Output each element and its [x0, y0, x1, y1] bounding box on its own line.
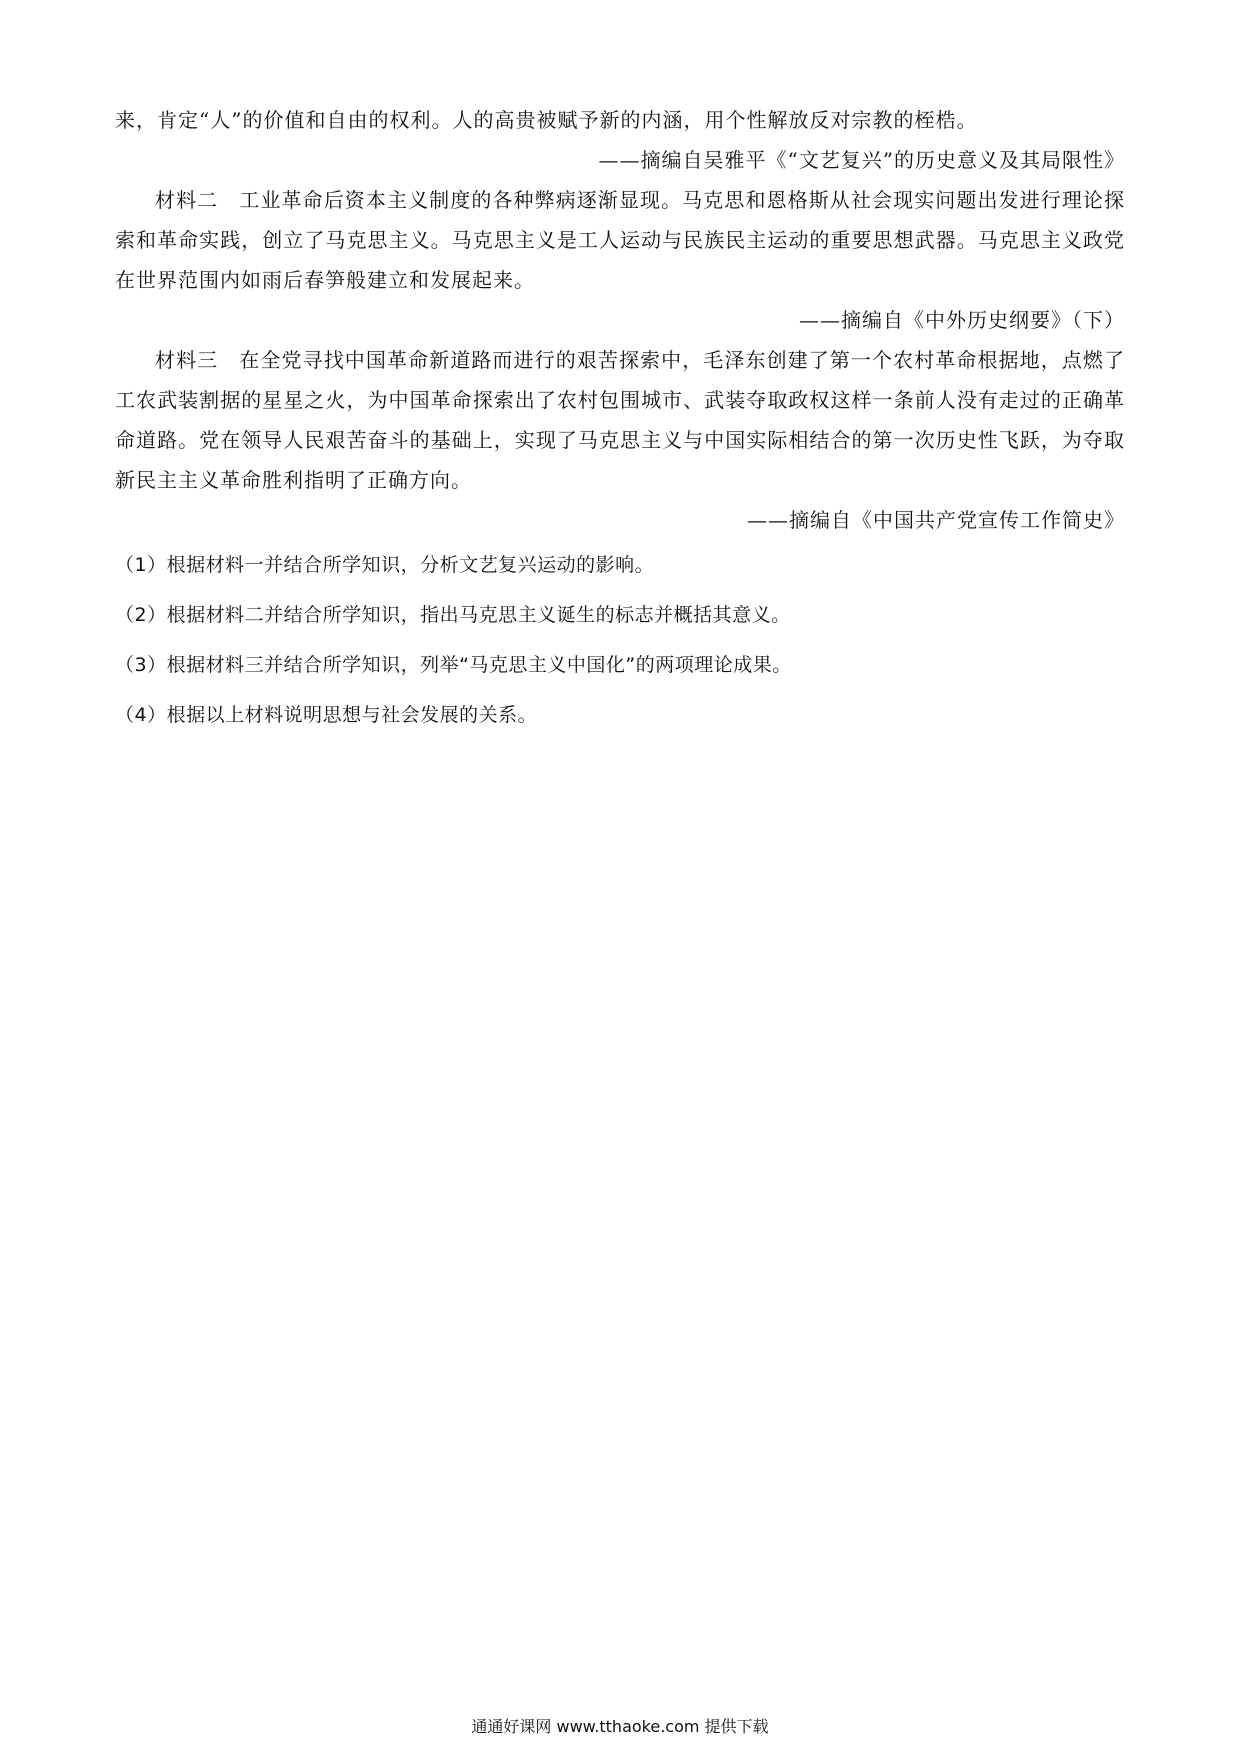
- material3-text: 材料三 在全党寻找中国革命新道路而进行的艰苦探索中，毛泽东创建了第一个农村革命根据地，点燃了工农武装割据的星星之火，为中国革命探索出了农村包围城市、武装夺取政权这样一条前人没有走过的正确革命道路。党在领导人民艰苦奋斗的基础上，实现了马克思主义与中国实际相结合的第一次历史性飞跃，为夺取新民主主义革命胜利指明了正确方向。: [115, 348, 1125, 492]
- question-2: （2）根据材料二并结合所学知识，指出马克思主义诞生的标志并概括其意义。: [115, 604, 791, 626]
- page-footer: 通通好课网 www.tthaoke.com 提供下载: [471, 1717, 769, 1736]
- material3-source: ——摘编自《中国共产党宣传工作简史》: [747, 508, 1125, 532]
- question-3: （3）根据材料三并结合所学知识，列举“马克思主义中国化”的两项理论成果。: [115, 654, 792, 676]
- material2-text: 材料二 工业革命后资本主义制度的各种弊病逐渐显现。马克思和恩格斯从社会现实问题出发进行理论探索和革命实践，创立了马克思主义。马克思主义是工人运动与民族民主运动的重要思想武器。马克思主义政党在世界范围内如雨后春笋般建立和发展起来。: [115, 188, 1125, 292]
- material1-continuation: 来，肯定“人”的价值和自由的权利。人的高贵被赋予新的内涵，用个性解放反对宗教的桎梏。: [115, 108, 978, 132]
- question-1: （1）根据材料一并结合所学知识，分析文艺复兴运动的影响。: [115, 554, 655, 576]
- question-4: （4）根据以上材料说明思想与社会发展的关系。: [115, 704, 538, 726]
- material1-source: ——摘编自吴雅平《“文艺复兴”的历史意义及其局限性》: [598, 148, 1125, 172]
- question-list: [115, 540, 1125, 740]
- document-content: [115, 100, 1125, 740]
- material2-source: ——摘编自《中外历史纲要》（下）: [799, 308, 1125, 332]
